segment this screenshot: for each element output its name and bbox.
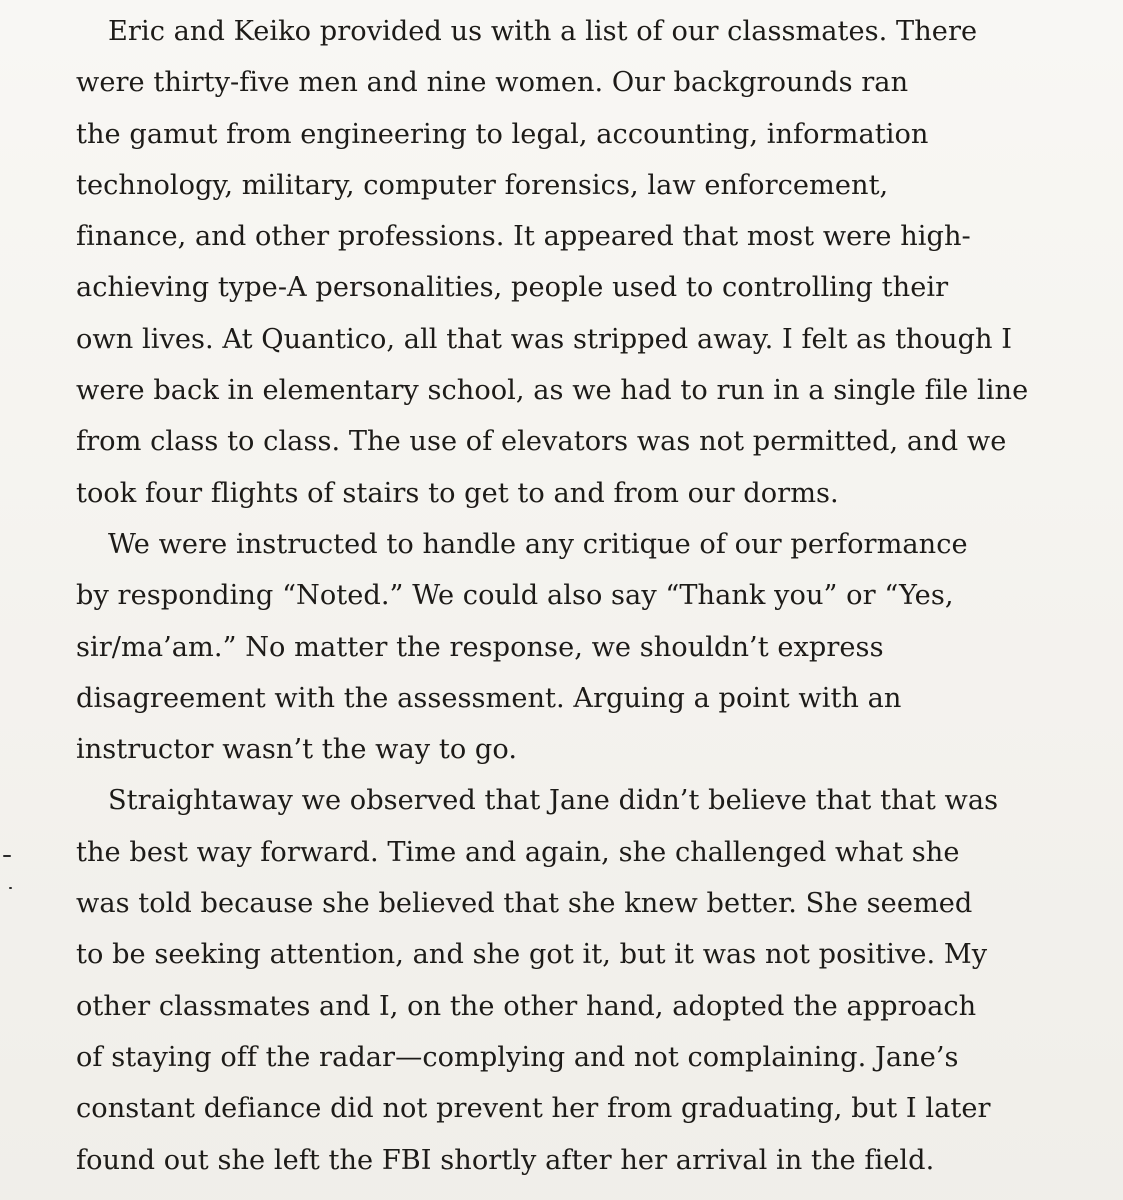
paragraph-1	[76, 6, 1106, 519]
text-line: finance, and other professions. It appeared that most were high-	[76, 221, 971, 253]
text-line: Eric and Keiko provided us with a list of our classmates. There	[108, 16, 978, 47]
text-line: were back in elementary school, as we had to run in a single file line	[76, 375, 1029, 407]
margin-mark	[3, 855, 11, 857]
text-line: achieving type-A personalities, people used to controlling their	[76, 272, 949, 304]
text-line: were thirty-five men and nine women. Our backgrounds ran	[76, 67, 909, 99]
text-line: disagreement with the assessment. Arguing a point with an	[76, 682, 902, 714]
text-line: constant defiance did not prevent her from graduating, but I later	[76, 1093, 991, 1125]
text-line: own lives. At Quantico, all that was stripped away. I felt as though I	[76, 323, 1013, 355]
text-line: technology, military, computer forensics, law enforcement,	[76, 169, 889, 201]
body-text	[76, 6, 1106, 1186]
text-line: sir/ma’am.” No matter the response, we shouldn’t express	[76, 631, 884, 663]
text-line: We were instructed to handle any critique of our performance	[108, 528, 968, 560]
text-line: other classmates and I, on the other hand, adopted the approach	[76, 990, 977, 1022]
text-line: Straightaway we observed that Jane didn’t believe that that was	[108, 785, 999, 817]
text-line: the gamut from engineering to legal, accounting, information	[76, 118, 929, 150]
text-line: found out she left the FBI shortly after her arrival in the field.	[76, 1144, 935, 1176]
text-line: was told because she believed that she knew better. She seemed	[76, 888, 973, 920]
paragraph-2	[76, 519, 1106, 775]
margin-mark	[9, 887, 12, 889]
text-line: to be seeking attention, and she got it, but it was not positive. My	[76, 939, 988, 971]
text-line: by responding “Noted.” We could also say “Thank you” or “Yes,	[76, 580, 954, 612]
text-line: instructor wasn’t the way to go.	[76, 734, 518, 766]
text-line: took four flights of stairs to get to and from our dorms.	[76, 477, 839, 509]
text-line: from class to class. The use of elevators was not permitted, and we	[76, 426, 1007, 458]
text-line: of staying off the radar—complying and not complaining. Jane’s	[76, 1041, 959, 1073]
paragraph-3	[76, 775, 1106, 1185]
text-line: the best way forward. Time and again, she challenged what she	[76, 836, 960, 868]
